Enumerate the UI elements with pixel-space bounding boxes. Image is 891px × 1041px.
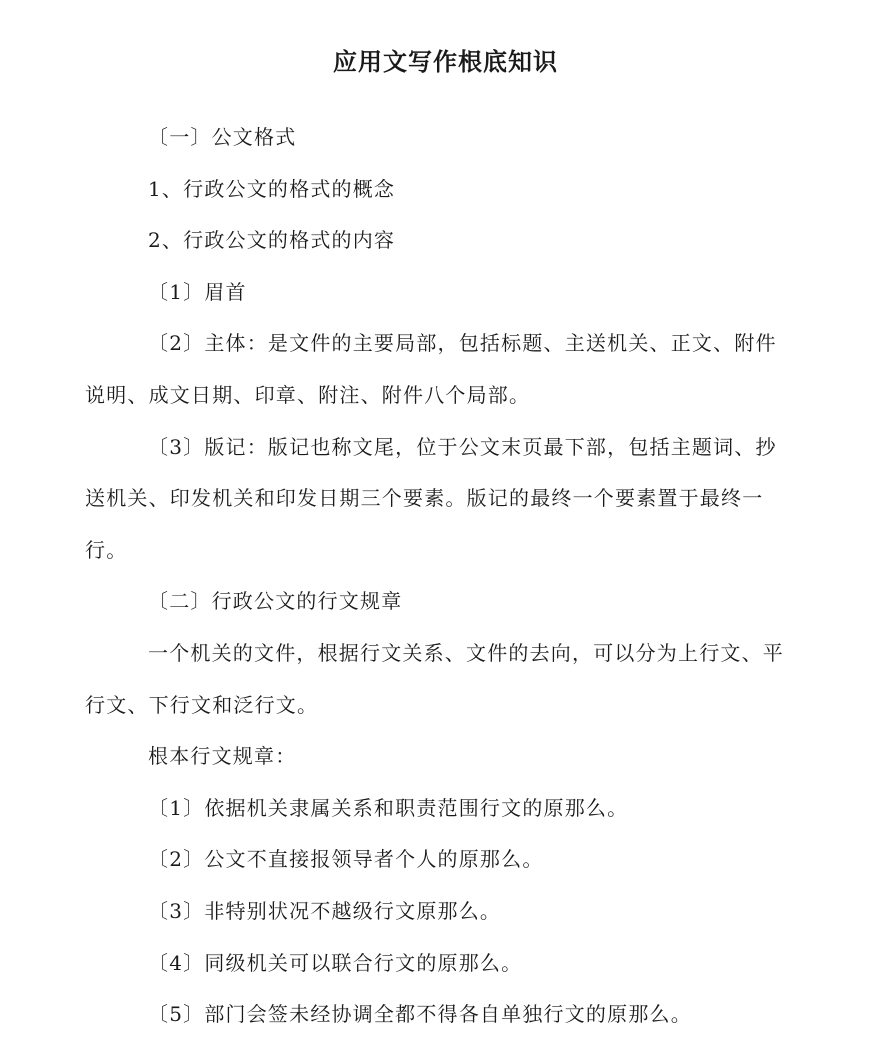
document-title: 应用文写作根底知识 [333, 48, 558, 76]
list-item-rule-3: 〔3〕非特别状况不越级行文原那么。 [148, 898, 502, 923]
list-item-format-content: 2、行政公文的格式的内容 [148, 228, 396, 253]
paragraph-basic-rules-label: 根本行文规章： [148, 744, 297, 769]
list-item-rule-5: 〔5〕部门会签未经协调全都不得各自单独行文的原那么。 [148, 1002, 692, 1027]
list-item-rule-1: 〔1〕依据机关隶属关系和职责范围行文的原那么。 [148, 795, 629, 820]
paragraph-document-direction: 一个机关的文件，根据行文关系、文件的去向，可以分为上行文、平行文、下行文和泛行文。 [85, 640, 784, 717]
list-item-rule-2: 〔2〕公文不直接报领导者个人的原那么。 [148, 847, 544, 872]
document-body [85, 112, 785, 1041]
list-item-format-concept: 1、行政公文的格式的概念 [148, 176, 396, 201]
paragraph-main-body: 〔2〕主体：是文件的主要局部，包括标题、主送机关、正文、附件说明、成文日期、印章、附注、附件八个局部。 [85, 331, 777, 407]
section-heading-rules: 〔二〕行政公文的行文规章 [148, 589, 403, 614]
section-heading-format: 〔一〕公文格式 [148, 125, 297, 149]
list-item-rule-4: 〔4〕同级机关可以联合行文的原那么。 [148, 950, 523, 975]
list-item-header: 〔1〕眉首 [148, 279, 247, 304]
paragraph-colophon: 〔3〕版记：版记也称文尾，位于公文末页最下部，包括主题词、抄送机关、印发机关和印发日期三个要素。版记的最终一个要素置于最终一行。 [85, 434, 777, 562]
